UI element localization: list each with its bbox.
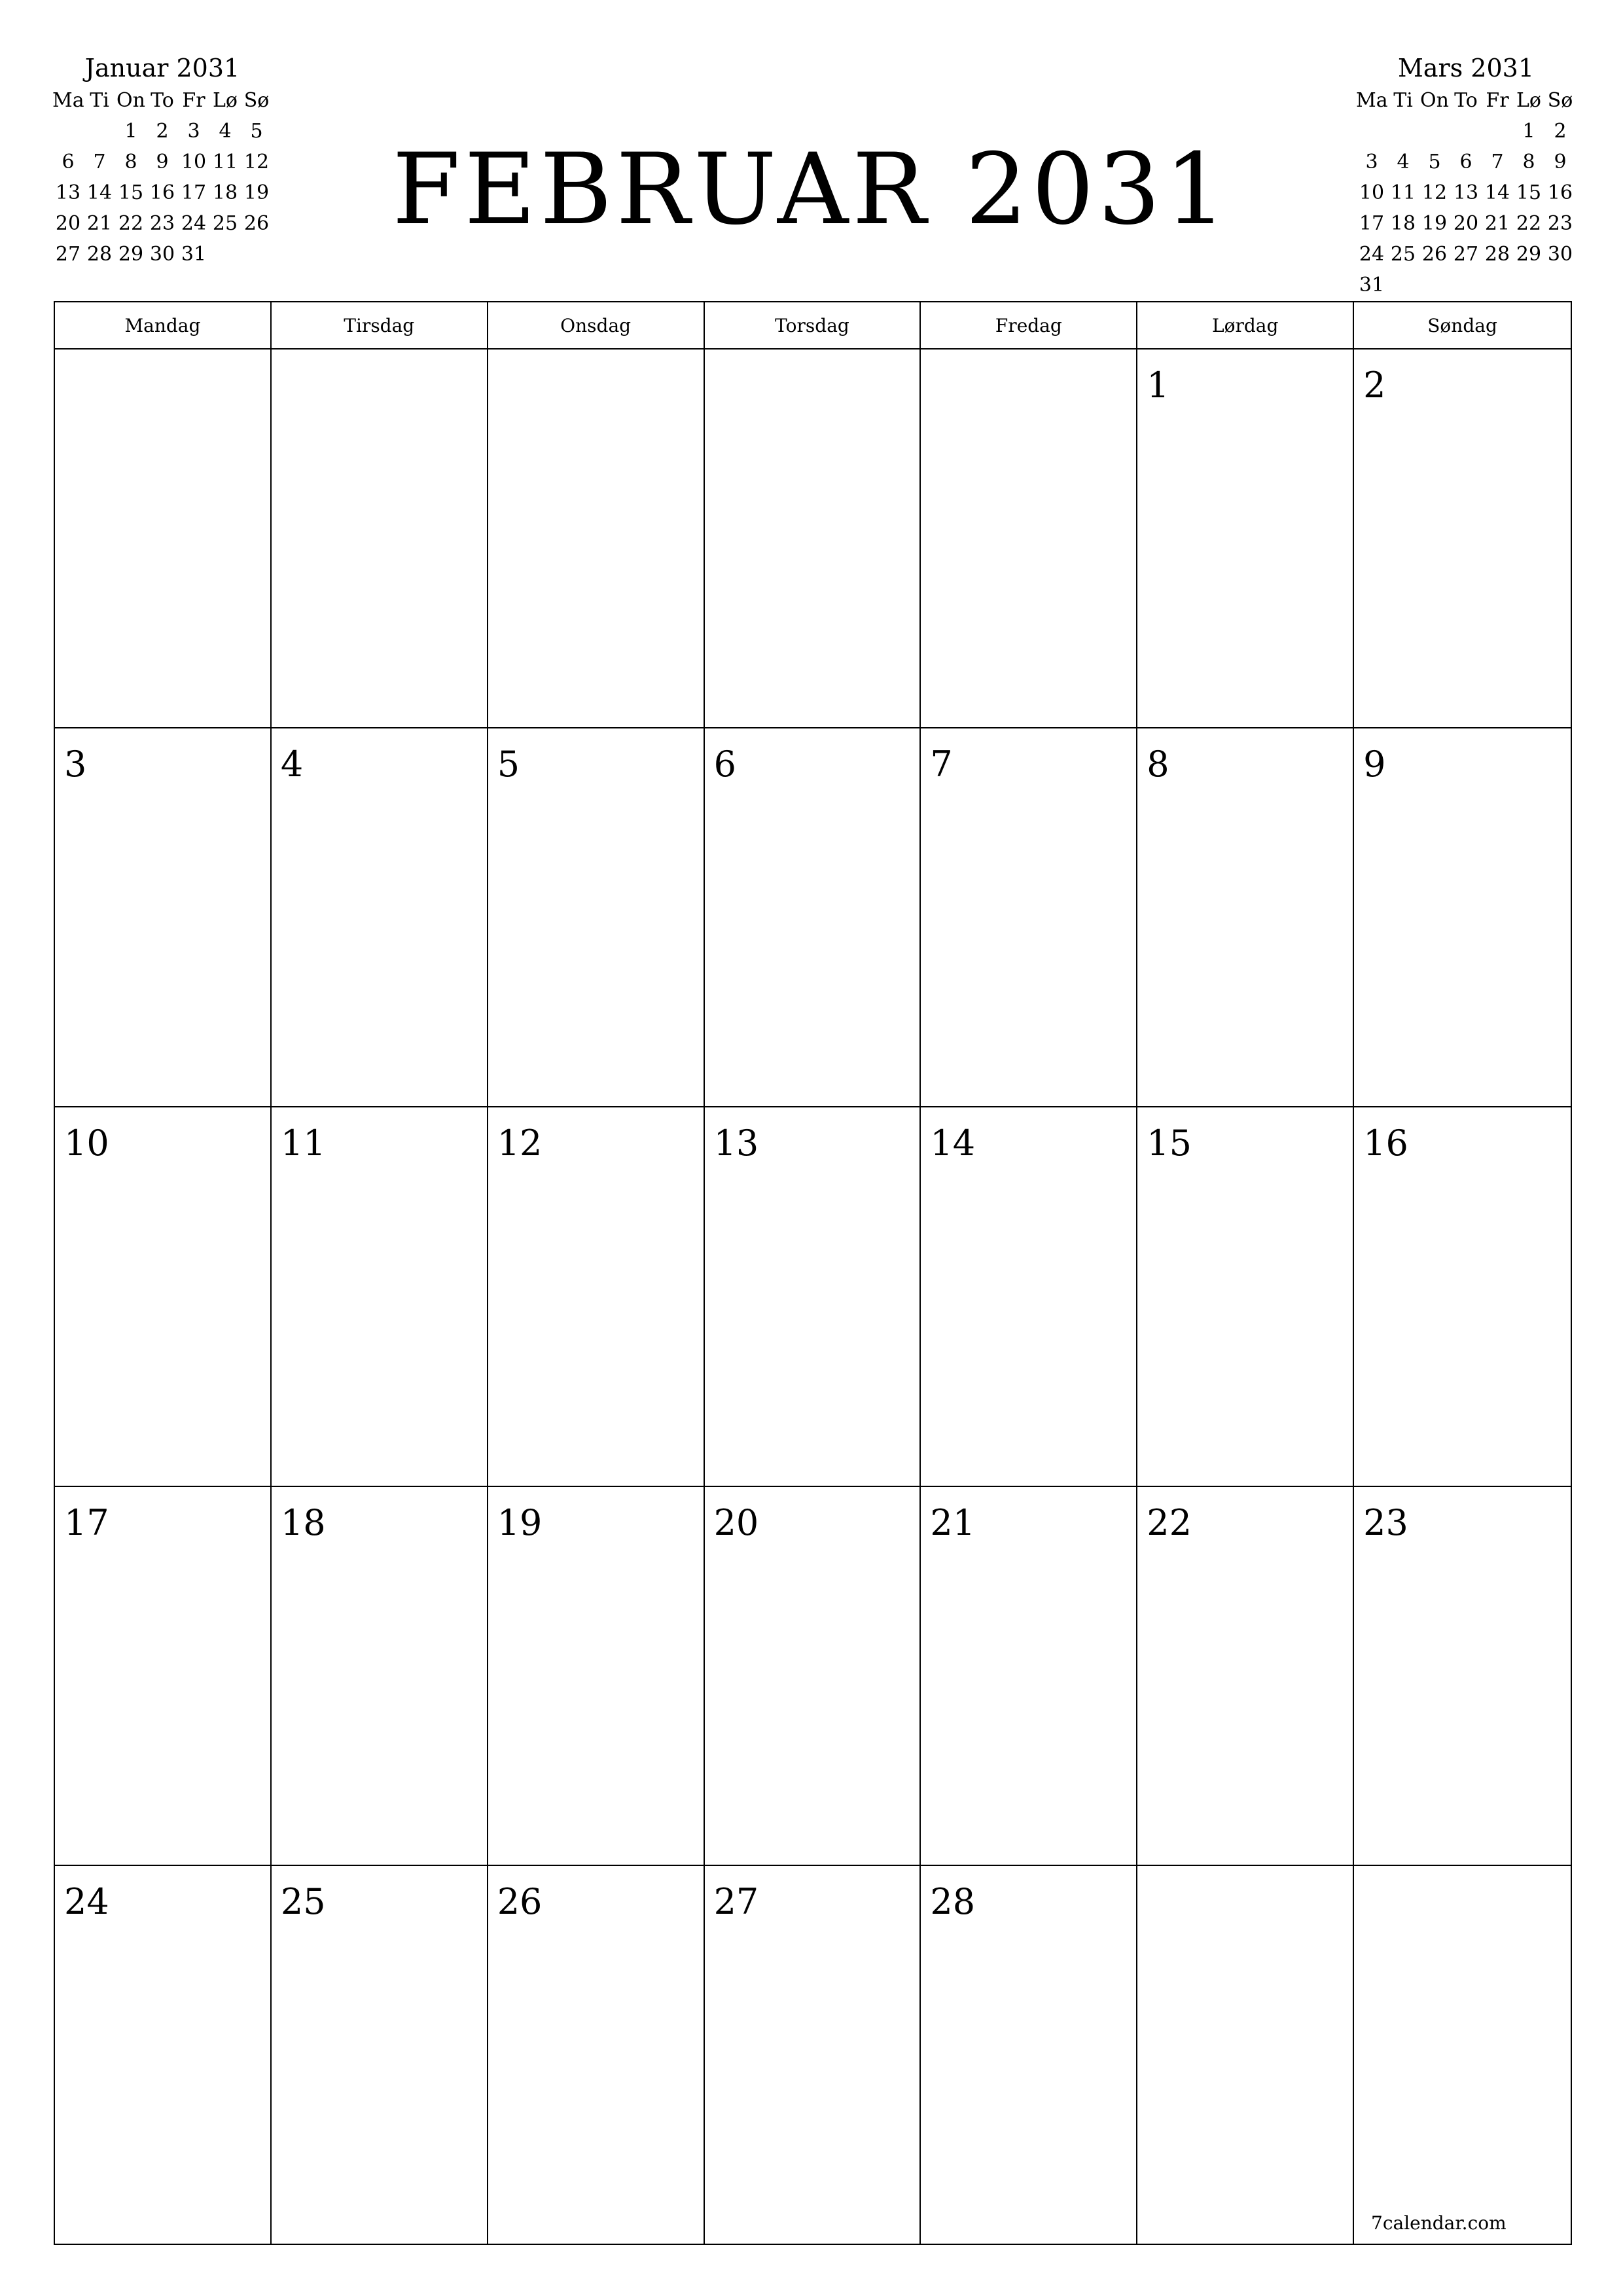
mini-day: [1419, 270, 1450, 300]
mini-day: 17: [181, 181, 207, 204]
day-number: 26: [497, 1880, 543, 1922]
day-cell: [705, 1866, 921, 2245]
mini-day: 2: [156, 120, 169, 143]
mini-day: 24: [181, 212, 207, 235]
mini-day: [241, 239, 272, 270]
mini-day: 2: [1554, 120, 1567, 143]
mini-day: [1544, 270, 1576, 300]
mini-day: 22: [1516, 212, 1542, 235]
day-cell: [488, 1487, 705, 1865]
day-cell: [488, 1866, 705, 2245]
day-cell: [1137, 1487, 1354, 1865]
day-number: 3: [64, 744, 87, 785]
mini-day: 16: [149, 181, 175, 204]
mini-weekday-header: To: [1454, 89, 1478, 112]
day-cell: [1137, 728, 1354, 1106]
mini-day: 28: [86, 243, 113, 266]
mini-day: [1450, 116, 1482, 147]
day-number: 5: [497, 744, 520, 785]
day-number: 1: [1147, 365, 1169, 406]
day-cell: [921, 1487, 1137, 1865]
day-cell: [272, 1866, 488, 2245]
mini-weekday-header: Fr: [1486, 89, 1509, 112]
mini-day: 30: [1547, 243, 1573, 266]
mini-day: [1356, 116, 1387, 147]
day-cell: [1137, 350, 1354, 727]
mini-day: 10: [1359, 181, 1385, 204]
mini-day: 14: [1484, 181, 1510, 204]
mini-day: 5: [250, 120, 263, 143]
mini-day: 4: [1397, 151, 1410, 173]
day-number: 24: [64, 1880, 109, 1922]
mini-day: 1: [1522, 120, 1535, 143]
mini-day: 21: [1484, 212, 1510, 235]
day-cell: [55, 350, 272, 727]
day-cell: [272, 1487, 488, 1865]
mini-day: [1419, 116, 1450, 147]
mini-weekday-header: Fr: [182, 89, 205, 112]
day-cell: [705, 728, 921, 1106]
mini-day: 28: [1484, 243, 1510, 266]
mini-weekday-header: Ti: [90, 89, 109, 112]
day-cell: [272, 728, 488, 1106]
day-number: 20: [713, 1501, 759, 1543]
mini-day: 20: [1453, 212, 1479, 235]
mini-day: 30: [149, 243, 175, 266]
day-cell: [55, 1107, 272, 1485]
mini-calendar-grid: [1356, 85, 1576, 300]
mini-day: 23: [149, 212, 175, 235]
day-cell: [1354, 1866, 1571, 2245]
mini-day: 7: [93, 151, 106, 173]
mini-day: 6: [62, 151, 75, 173]
day-number: 27: [713, 1880, 759, 1922]
mini-day: [1450, 270, 1482, 300]
day-number: 21: [930, 1501, 976, 1543]
day-number: 18: [280, 1501, 326, 1543]
day-number: 17: [64, 1501, 109, 1543]
day-number: 15: [1147, 1122, 1192, 1164]
mini-weekday-header: To: [151, 89, 174, 112]
mini-day: [1387, 116, 1419, 147]
mini-day: 25: [1390, 243, 1416, 266]
mini-day: 21: [86, 212, 113, 235]
mini-weekday-header: Sø: [243, 89, 270, 112]
mini-day: 3: [187, 120, 200, 143]
day-cell: [272, 350, 488, 727]
mini-day: 29: [118, 243, 144, 266]
day-number: 14: [930, 1122, 976, 1164]
day-number: 25: [280, 1880, 326, 1922]
mini-day: 19: [243, 181, 270, 204]
day-cell: [1354, 350, 1571, 727]
weekday-header: Søndag: [1427, 314, 1497, 336]
mini-day: 9: [156, 151, 169, 173]
day-cell: [488, 728, 705, 1106]
day-cell: [921, 350, 1137, 727]
mini-day: [1482, 270, 1513, 300]
day-number: 4: [280, 744, 304, 785]
weekday-header: Mandag: [55, 302, 272, 348]
day-number: 22: [1147, 1501, 1192, 1543]
mini-day: 15: [1516, 181, 1542, 204]
mini-day: 22: [118, 212, 144, 235]
mini-day: 11: [212, 151, 238, 173]
mini-weekday-header: Lø: [1516, 89, 1541, 112]
mini-weekday-header: Sø: [1547, 89, 1573, 112]
mini-day: [209, 239, 241, 270]
week-row: [55, 1866, 1571, 2245]
day-cell: [488, 350, 705, 727]
weekday-header: Lørdag: [1137, 302, 1354, 348]
mini-day: 7: [1491, 151, 1504, 173]
mini-calendar-title: Mars 2031: [1397, 54, 1535, 82]
mini-day: 29: [1516, 243, 1542, 266]
mini-day: 8: [1522, 151, 1535, 173]
mini-day: 20: [55, 212, 81, 235]
day-number: 2: [1363, 365, 1386, 406]
month-grid: [54, 301, 1572, 2245]
day-number: 6: [713, 744, 736, 785]
mini-day: 24: [1359, 243, 1385, 266]
day-number: 8: [1147, 744, 1169, 785]
day-number: 19: [497, 1501, 543, 1543]
mini-day: 26: [1421, 243, 1448, 266]
day-number: 13: [713, 1122, 759, 1164]
mini-calendar-next: [1356, 52, 1576, 300]
day-cell: [488, 1107, 705, 1485]
day-cell: [705, 1487, 921, 1865]
day-number: 7: [930, 744, 953, 785]
day-cell: [1137, 1866, 1354, 2245]
mini-day: 26: [243, 212, 270, 235]
day-cell: [921, 1866, 1137, 2245]
mini-day: 3: [1365, 151, 1378, 173]
day-number: 16: [1363, 1122, 1408, 1164]
mini-day: 25: [212, 212, 238, 235]
weekday-header: Fredag: [921, 302, 1137, 348]
mini-day: 23: [1547, 212, 1573, 235]
mini-day: 12: [243, 151, 270, 173]
mini-day: 13: [1453, 181, 1479, 204]
mini-day: [1387, 270, 1419, 300]
mini-day: 1: [124, 120, 137, 143]
mini-weekday-header: On: [1420, 89, 1449, 112]
mini-day: 27: [55, 243, 81, 266]
day-cell: [55, 1866, 272, 2245]
day-number: 11: [280, 1122, 326, 1164]
day-cell: [1354, 1487, 1571, 1865]
mini-day: 5: [1428, 151, 1441, 173]
day-number: 10: [64, 1122, 109, 1164]
weekday-header: Torsdag: [705, 302, 921, 348]
mini-day: 18: [1390, 212, 1416, 235]
mini-day: 13: [55, 181, 81, 204]
mini-day: 19: [1421, 212, 1448, 235]
mini-weekday-header: Ti: [1393, 89, 1413, 112]
mini-day: 17: [1359, 212, 1385, 235]
day-cell: [705, 350, 921, 727]
day-cell: [55, 728, 272, 1106]
mini-day: 12: [1421, 181, 1448, 204]
mini-weekday-header: On: [116, 89, 145, 112]
week-row: [55, 728, 1571, 1107]
mini-day: [1482, 116, 1513, 147]
mini-day: 6: [1459, 151, 1472, 173]
mini-day: 9: [1554, 151, 1567, 173]
day-cell: [1354, 1107, 1571, 1485]
mini-day: 18: [212, 181, 238, 204]
footer-credit: 7calendar.com: [1371, 2212, 1507, 2234]
weekday-header: Tirsdag: [272, 302, 488, 348]
day-cell: [705, 1107, 921, 1485]
week-row: [55, 1107, 1571, 1486]
mini-day: 16: [1547, 181, 1573, 204]
day-cell: [921, 728, 1137, 1106]
mini-day: [1513, 270, 1544, 300]
day-cell: [272, 1107, 488, 1485]
day-cell: [921, 1107, 1137, 1485]
weekday-header: Onsdag: [488, 302, 705, 348]
mini-calendar-title: Januar 2031: [84, 54, 240, 82]
mini-day: 15: [118, 181, 144, 204]
mini-day: 14: [86, 181, 113, 204]
mini-day: 31: [181, 243, 207, 266]
mini-weekday-header: Ma: [1356, 89, 1388, 112]
weekday-header-row: [55, 302, 1571, 350]
mini-day: 4: [219, 120, 232, 143]
mini-day: 8: [124, 151, 137, 173]
day-cell: [1354, 728, 1571, 1106]
day-cell: [1137, 1107, 1354, 1485]
mini-weekday-header: Ma: [52, 89, 84, 112]
weeks: [55, 350, 1571, 2245]
day-number: 23: [1363, 1501, 1408, 1543]
mini-weekday-header: Lø: [213, 89, 238, 112]
day-number: 9: [1363, 744, 1386, 785]
mini-day: 27: [1453, 243, 1479, 266]
mini-day: 10: [181, 151, 207, 173]
mini-day: 31: [1359, 274, 1385, 296]
day-number: 28: [930, 1880, 976, 1922]
day-number: 12: [497, 1122, 543, 1164]
mini-day: 11: [1390, 181, 1416, 204]
week-row: [55, 1487, 1571, 1866]
week-row: [55, 350, 1571, 728]
day-cell: [55, 1487, 272, 1865]
page-title: FEBRUAR 2031: [392, 133, 1231, 247]
